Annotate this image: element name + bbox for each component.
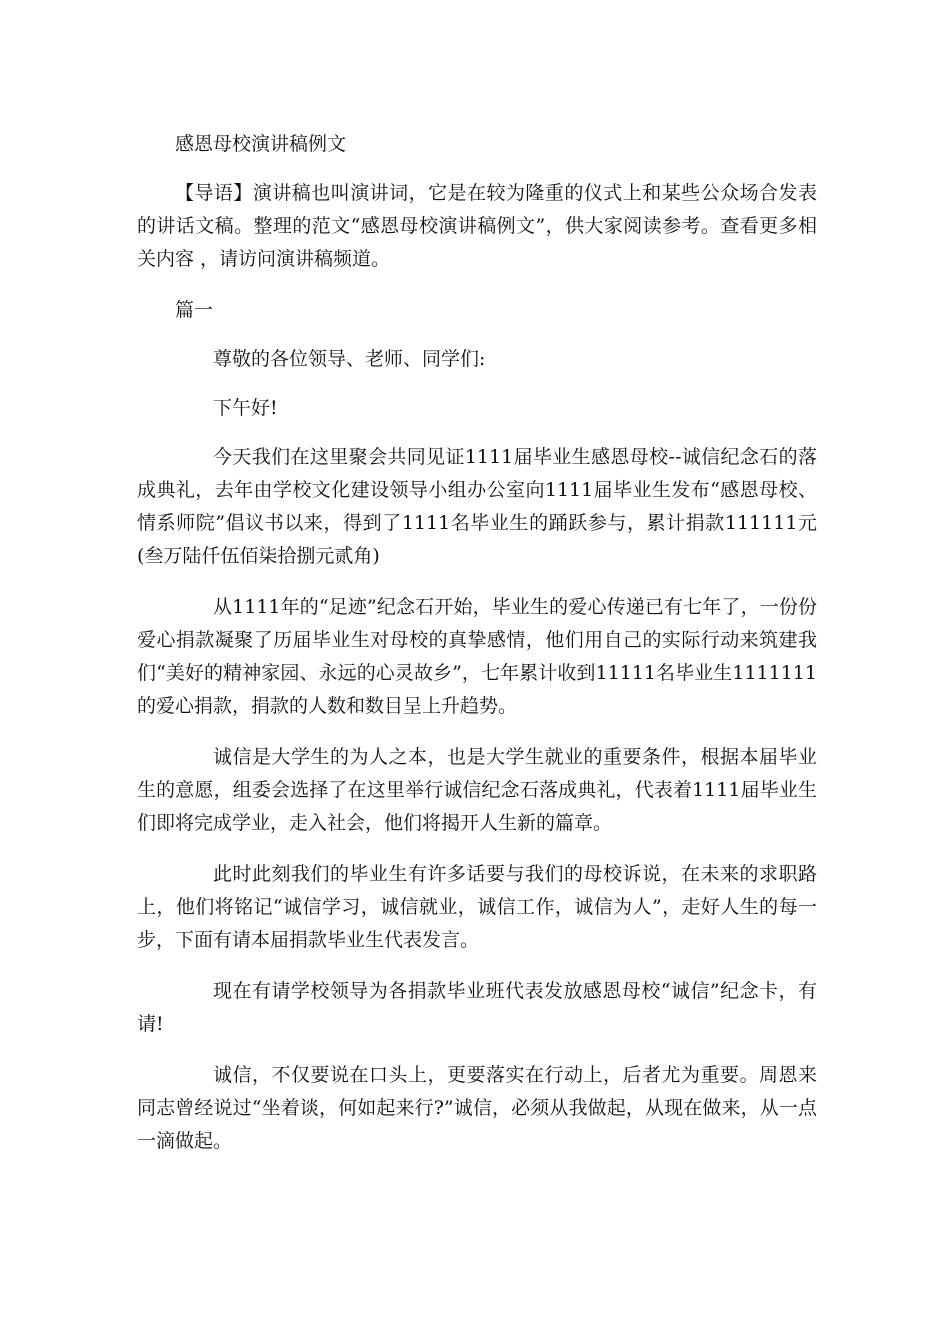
body-paragraph: 诚信是大学生的为人之本，也是大学生就业的重要条件，根据本届毕业生的意愿，组委会选择了在这里举行诚信纪念石落成典礼，代表着1111届毕业生们即将完成学业，走入社会，他们将揭开人生新的篇章。 [137, 746, 817, 834]
body-paragraph: 现在有请学校领导为各捐款毕业班代表发放感恩母校“诚信”纪念卡，有请! [137, 980, 817, 1035]
salutation: 尊敬的各位领导、老师、同学们: [213, 348, 486, 370]
greeting: 下午好! [213, 397, 278, 419]
document-title: 感恩母校演讲稿例文 [175, 133, 347, 155]
body-paragraph: 诚信，不仅要说在口头上，更要落实在行动上，后者尤为重要。周恩来同志曾经说过“坐着谈，何如起来行?”诚信，必须从我做起，从现在做来，从一点一滴做起。 [137, 1064, 817, 1152]
body-paragraph: 今天我们在这里聚会共同见证1111届毕业生感恩母校--诚信纪念石的落成典礼，去年由学校文化建设领导小组办公室向1111届毕业生发布“感恩母校、情系师院”倡议书以来，得到了1111名毕业生的踊跃参与，累计捐款111111元(叁万陆仟伍佰柒拾捌元贰角) [137, 446, 817, 567]
body-paragraph: 从1111年的“足迹”纪念石开始，毕业生的爱心传递已有七年了，一份份爱心捐款凝聚了历届毕业生对母校的真挚感情，他们用自己的实际行动来筑建我们“美好的精神家园、永远的心灵故乡”，七年累计收到11111名毕业生1111111的爱心捐款，捐款的人数和数目呈上升趋势。 [137, 596, 817, 717]
document-page [137, 128, 817, 1176]
section-heading: 篇一 [175, 299, 214, 321]
body-paragraph: 此时此刻我们的毕业生有许多话要与我们的母校诉说，在未来的求职路上，他们将铭记“诚信学习，诚信就业，诚信工作，诚信为人”，走好人生的每一步，下面有请本届捐款毕业生代表发言。 [137, 863, 817, 951]
intro-paragraph: 【导语】演讲稿也叫演讲词，它是在较为隆重的仪式上和某些公众场合发表的讲话文稿。整理的范文“感恩母校演讲稿例文”，供大家阅读参考。查看更多相关内容 ，请访问演讲稿频道。 [137, 182, 817, 270]
